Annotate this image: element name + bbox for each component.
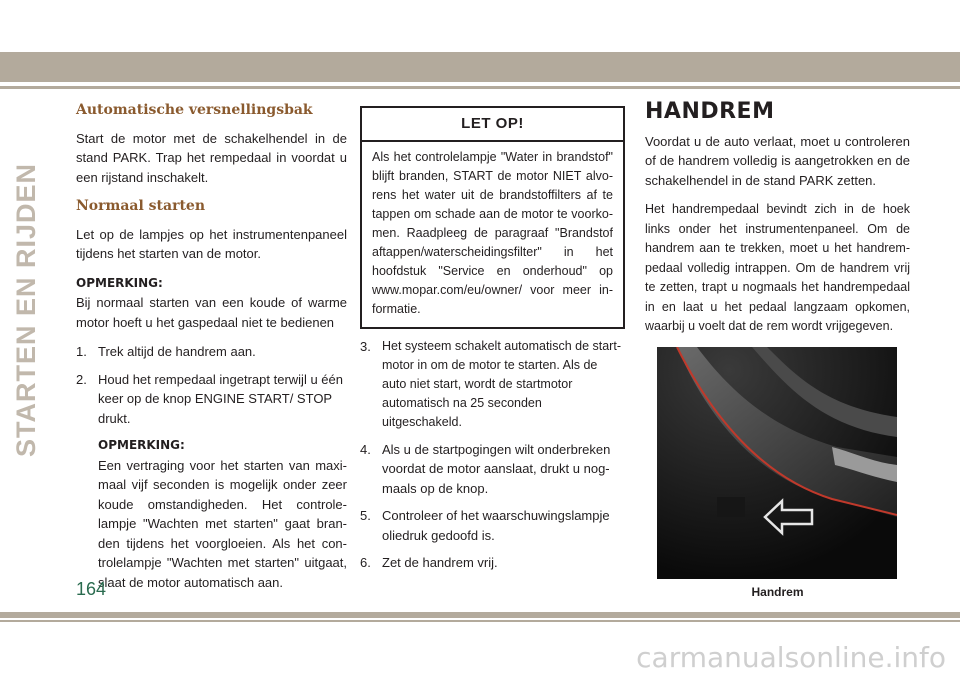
chapter-side-label: STARTEN EN RIJDEN <box>11 162 41 458</box>
note-text-2: Een vertraging voor het starten van maxi- maal vijf seconden is mogelijk onder zeer koude omstandigheden. Het controle- lampje "Wachten met starten" gaat bran- den tijdens het voorgloeien. Als het con- trolelampje "Wachten met starten" uitgaat, slaat de motor automatisch aan. <box>98 457 347 590</box>
page-number: 164 <box>76 579 107 599</box>
header-band <box>0 52 960 82</box>
column-right <box>645 99 910 602</box>
list-number: 5. <box>360 508 371 523</box>
warning-text: Als het controlelampje "Water in brandstof" blijft branden, START de motor NIET alvo- rens het water uit de brandstoffilters af te tappen om schade aan de motor te voorko- men. Raadpleeg de paragraaf "Brandstof aftappen/waterscheidingsfilter" in het hoofdstuk "Service en onderhoud" op www.mopar.com/eu/owner/ voor meer in- formatie. <box>372 149 613 316</box>
note-title-2: OPMERKING: <box>98 438 185 452</box>
paragraph-handbrake-2: Het handrempedaal bevindt zich in de hoek links onder het instrumentenpaneel. Om de handrem aan te trekken, moet u het handrem- pedaal volledig intrappen. Om de handrem vrij te zetten, trapt u nogmaals het handrempedaal in en laat u het pedaal langzaam opkomen, waarbij u voelt dat de rem wordt vrijgegeven. <box>645 202 910 333</box>
list-number: 4. <box>360 441 371 457</box>
list-item <box>76 370 347 429</box>
pedal-label-area <box>717 497 745 517</box>
header-rule <box>0 86 960 89</box>
list-text: Zet de handrem vrij. <box>382 555 498 570</box>
list-text: Houd het rempedaal ingetrapt terwijl u één keer op de knop ENGINE START/ STOP drukt. <box>98 371 343 426</box>
column-left <box>76 101 347 602</box>
warning-box <box>360 106 625 329</box>
list-text: Controleer of het waarschuwingslampje oliedruk gedoofd is. <box>382 508 610 543</box>
list-number: 6. <box>360 555 371 570</box>
list-text: Trek altijd de handrem aan. <box>98 344 256 359</box>
list-item <box>360 553 625 573</box>
list-item <box>76 342 347 362</box>
column-middle <box>360 106 625 581</box>
list-number: 1. <box>76 344 87 359</box>
note-text-1: Bij normaal starten van een koude of warme motor hoeft u het gaspedaal niet te bedienen <box>76 295 347 330</box>
list-text: Als u de startpogingen wilt onderbreken voordat de motor aanslaat, drukt u nog- maals op de knop. <box>382 441 611 496</box>
note-title-1: OPMERKING: <box>76 275 163 290</box>
heading-handbrake: HANDREM <box>645 99 775 124</box>
steering-wheel-illustration <box>657 347 897 579</box>
list-number: 3. <box>360 338 371 354</box>
footer-band <box>0 612 960 618</box>
paragraph-normal-start: Let op de lampjes op het instrumentenpaneel tijdens het starten van de motor. <box>76 226 347 261</box>
heading-normal-start: Normaal starten <box>76 198 206 214</box>
paragraph-handbrake-1: Voordat u de auto verlaat, moet u controleren of de handrem volledig is aangetrokken en de schakelhendel in de stand PARK zetten. <box>645 133 910 188</box>
heading-automatic-transmission: Automatische versnellingsbak <box>76 102 313 118</box>
figure-caption: Handrem <box>751 584 804 599</box>
watermark-text: carmanualsonline.info <box>636 641 946 674</box>
list-number: 2. <box>76 371 87 387</box>
handbrake-photo <box>657 347 897 579</box>
list-item <box>360 440 625 499</box>
indented-note <box>76 436 347 592</box>
footer-rule <box>0 620 960 622</box>
list-item <box>360 506 625 545</box>
list-text: Het systeem schakelt automatisch de start- motor in om de motor te starten. Als de auto niet start, wordt de startmotor automatisch na 25 seconden uitgeschakeld. <box>382 338 621 429</box>
warning-title: LET OP! <box>362 108 623 142</box>
list-item <box>360 337 625 432</box>
paragraph-transmission: Start de motor met de schakelhendel in de stand PARK. Trap het rempedaal in voordat u een rijstand inschakelt. <box>76 130 347 185</box>
